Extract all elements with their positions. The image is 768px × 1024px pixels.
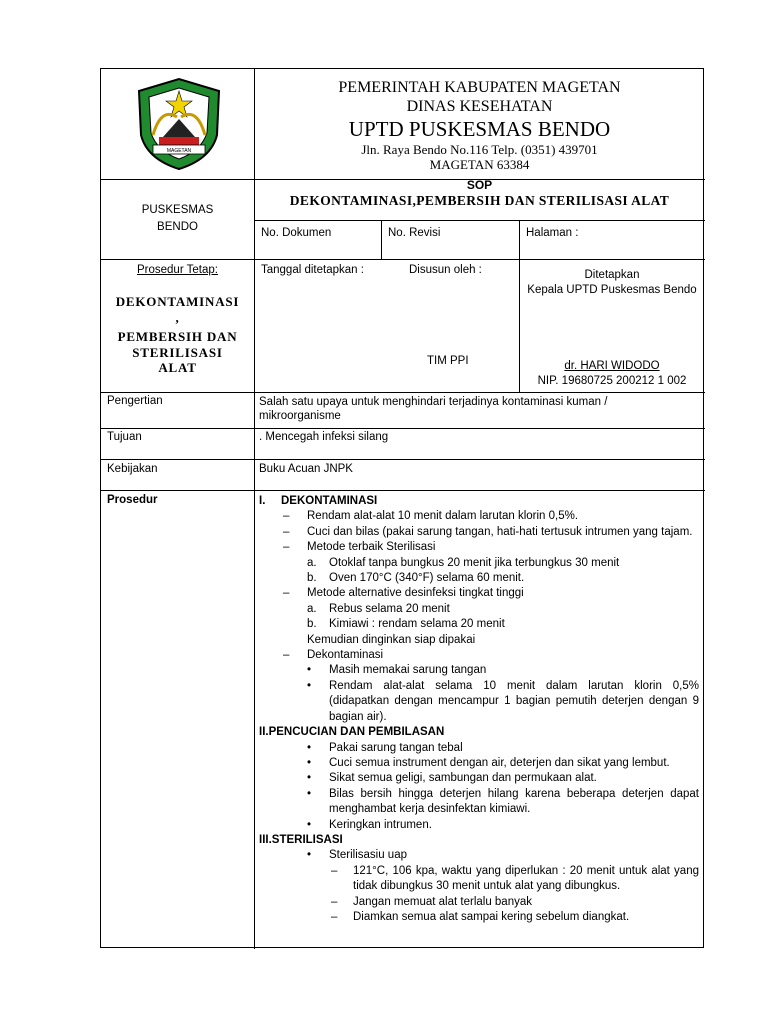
dash-marker: –: [283, 510, 290, 523]
list-item: [259, 848, 699, 863]
section-number: I.: [259, 495, 266, 507]
dash-marker: –: [331, 864, 338, 877]
list-item: [259, 648, 699, 663]
institution-name: UPTD PUSKESMAS BENDO: [348, 117, 611, 141]
signatory-nip: NIP. 19680725 200212 1 002: [537, 375, 687, 387]
list-item: [259, 509, 699, 524]
protap-title: [101, 294, 254, 376]
list-item: [259, 741, 699, 756]
list-item: [259, 787, 699, 818]
unit-name-line: BENDO: [157, 221, 198, 233]
page-label: Halaman :: [526, 227, 579, 239]
bullet-marker: •: [307, 818, 312, 831]
sop-title: DEKONTAMINASI,PEMBERSIH DAN STERILISASI ALAT: [289, 193, 670, 208]
magetan-logo: [131, 77, 227, 171]
list-item-text: Diamkan semua alat sampai kering sebelum diangkat.: [353, 910, 630, 923]
list-item-text: Masih memakai sarung tangan: [329, 664, 487, 677]
list-item: [259, 571, 699, 586]
approval-block: [519, 268, 705, 298]
sop-document: [100, 68, 704, 948]
list-item-text: Sterilisasiu uap: [329, 849, 407, 862]
kebijakan-label: Kebijakan: [107, 463, 158, 475]
agency-name: DINAS KESEHATAN: [406, 98, 553, 115]
section-heading: III.STERILISASI: [259, 833, 343, 846]
section-heading: [259, 494, 699, 509]
list-item: [259, 617, 699, 632]
protap-title-line: DEKONTAMINASI: [115, 294, 240, 309]
dash-marker: –: [331, 910, 338, 923]
row-divider: [101, 490, 705, 491]
letter-marker: b.: [307, 572, 317, 585]
list-item-text: Sikat semua geligi, sambungan dan permukaan alat.: [329, 772, 597, 785]
list-item-text: Bilas bersih hingga deterjen hilang karena beberapa deterjen dapat menghambat kerja desinfektan kimiawi.: [329, 787, 699, 816]
procedure-content: [259, 494, 699, 925]
pengertian-value: [259, 395, 607, 423]
list-item-text: Oven 170°C (340°F) selama 60 menit.: [329, 572, 525, 585]
row-divider: [101, 259, 705, 260]
list-item-text: Pakai sarung tangan tebal: [329, 741, 463, 754]
list-item-text: Rendam alat-alat 10 menit dalam larutan klorin 0,5%.: [307, 510, 579, 523]
list-item: [259, 663, 699, 678]
bullet-marker: •: [307, 756, 312, 769]
protap-title-line: ALAT: [158, 360, 197, 375]
list-item: [259, 586, 699, 601]
column-divider: [381, 220, 382, 259]
list-item: [259, 910, 699, 925]
doc-number-label: No. Dokumen: [261, 227, 332, 239]
sop-title-block: [254, 178, 705, 209]
author-name: TIM PPI: [427, 355, 469, 367]
bullet-marker: •: [307, 664, 312, 677]
list-item-text: Otoklaf tanpa bungkus 20 menit jika terbungkus 30 menit: [329, 556, 620, 569]
list-item-text: Metode terbaik Sterilisasi: [307, 541, 436, 554]
protap-title-line: ,: [175, 309, 180, 325]
tujuan-value: . Mencegah infeksi silang: [259, 431, 389, 443]
kebijakan-value: Buku Acuan JNPK: [259, 463, 353, 475]
bullet-marker: •: [307, 741, 312, 754]
section-title: DEKONTAMINASI: [281, 495, 378, 507]
pengertian-line: mikroorganisme: [259, 410, 341, 422]
list-item: [259, 525, 699, 540]
list-item-text: Rebus selama 20 menit: [329, 602, 450, 615]
city-postcode: MAGETAN 63384: [429, 157, 530, 172]
prosedur-label: Prosedur: [107, 494, 158, 506]
list-item: [259, 540, 699, 555]
government-name: PEMERINTAH KABUPATEN MAGETAN: [338, 79, 621, 96]
list-item-note: Kemudian dinginkan siap dipakai: [307, 633, 476, 646]
bullet-marker: •: [307, 679, 312, 692]
list-item-text: Cuci dan bilas (pakai sarung tangan, hati-hati tertusuk intrumen yang tajam.: [307, 525, 693, 538]
revision-label: No. Revisi: [388, 227, 441, 239]
svg-text:MAGETAN: MAGETAN: [166, 148, 192, 154]
pengertian-line: Salah satu upaya untuk menghindari terjadinya kontaminasi kuman /: [259, 396, 608, 408]
list-item: [259, 679, 699, 725]
row-divider: [254, 220, 705, 221]
pengertian-label: Pengertian: [107, 395, 163, 407]
list-item-text: Metode alternative desinfeksi tingkat tinggi: [307, 587, 524, 600]
list-item: [259, 864, 699, 895]
list-item-text: Dekontaminasi: [307, 649, 384, 662]
dash-marker: –: [283, 649, 290, 662]
sop-label: SOP: [466, 178, 493, 192]
list-item: [259, 771, 699, 786]
list-item: [259, 756, 699, 771]
unit-name-line: PUSKESMAS: [141, 204, 214, 216]
author-label: Disusun oleh :: [409, 264, 482, 276]
list-item: [259, 818, 699, 833]
section-heading: II.PENCUCIAN DAN PEMBILASAN: [259, 726, 445, 739]
date-set-label: Tanggal ditetapkan :: [261, 264, 364, 276]
list-item-text: Jangan memuat alat terlalu banyak: [353, 895, 532, 908]
approval-label: Ditetapkan: [584, 269, 640, 281]
list-item-text: Cuci semua instrument dengan air, deterjen dan sikat yang lembut.: [329, 756, 670, 769]
signatory: [519, 359, 705, 389]
dash-marker: –: [331, 895, 338, 908]
bullet-marker: •: [307, 772, 312, 785]
list-item: [259, 602, 699, 617]
row-divider: [101, 392, 705, 393]
protap-label-text: Prosedur Tetap:: [137, 264, 218, 276]
letterhead: [254, 78, 705, 172]
unit-name: [101, 202, 254, 236]
protap-title-line: PEMBERSIH DAN: [117, 329, 238, 344]
dash-marker: –: [283, 587, 290, 600]
dash-marker: –: [283, 525, 290, 538]
letter-marker: b.: [307, 618, 317, 631]
list-item-text: Keringkan intrumen.: [329, 818, 432, 831]
row-divider: [101, 428, 705, 429]
list-item-text: Kimiawi : rendam selama 20 menit: [329, 618, 505, 631]
tujuan-label: Tujuan: [107, 431, 142, 443]
letter-marker: a.: [307, 602, 317, 615]
approval-title: Kepala UPTD Puskesmas Bendo: [527, 284, 697, 296]
signatory-name: dr. HARI WIDODO: [564, 360, 660, 372]
list-item-text: Rendam alat-alat selama 10 menit dalam larutan klorin 0,5% (didapatkan dengan mencampur 1 bagian pemutih deterjen dengan 9 bagian air).: [329, 679, 699, 723]
list-item: [259, 556, 699, 571]
row-divider: [101, 459, 705, 460]
list-item: [259, 895, 699, 910]
dash-marker: –: [283, 541, 290, 554]
list-item-text: 121°C, 106 kpa, waktu yang diperlukan : 20 menit untuk alat yang tidak dibungkus 30 menit untuk alat yang dibungkus.: [353, 864, 699, 893]
protap-label: [101, 264, 254, 276]
address: Jln. Raya Bendo No.116 Telp. (0351) 439701: [361, 142, 598, 157]
bullet-marker: •: [307, 787, 312, 800]
protap-title-line: STERILISASI: [132, 344, 223, 360]
column-divider: [519, 220, 520, 259]
bullet-marker: •: [307, 849, 312, 862]
letter-marker: a.: [307, 556, 317, 569]
